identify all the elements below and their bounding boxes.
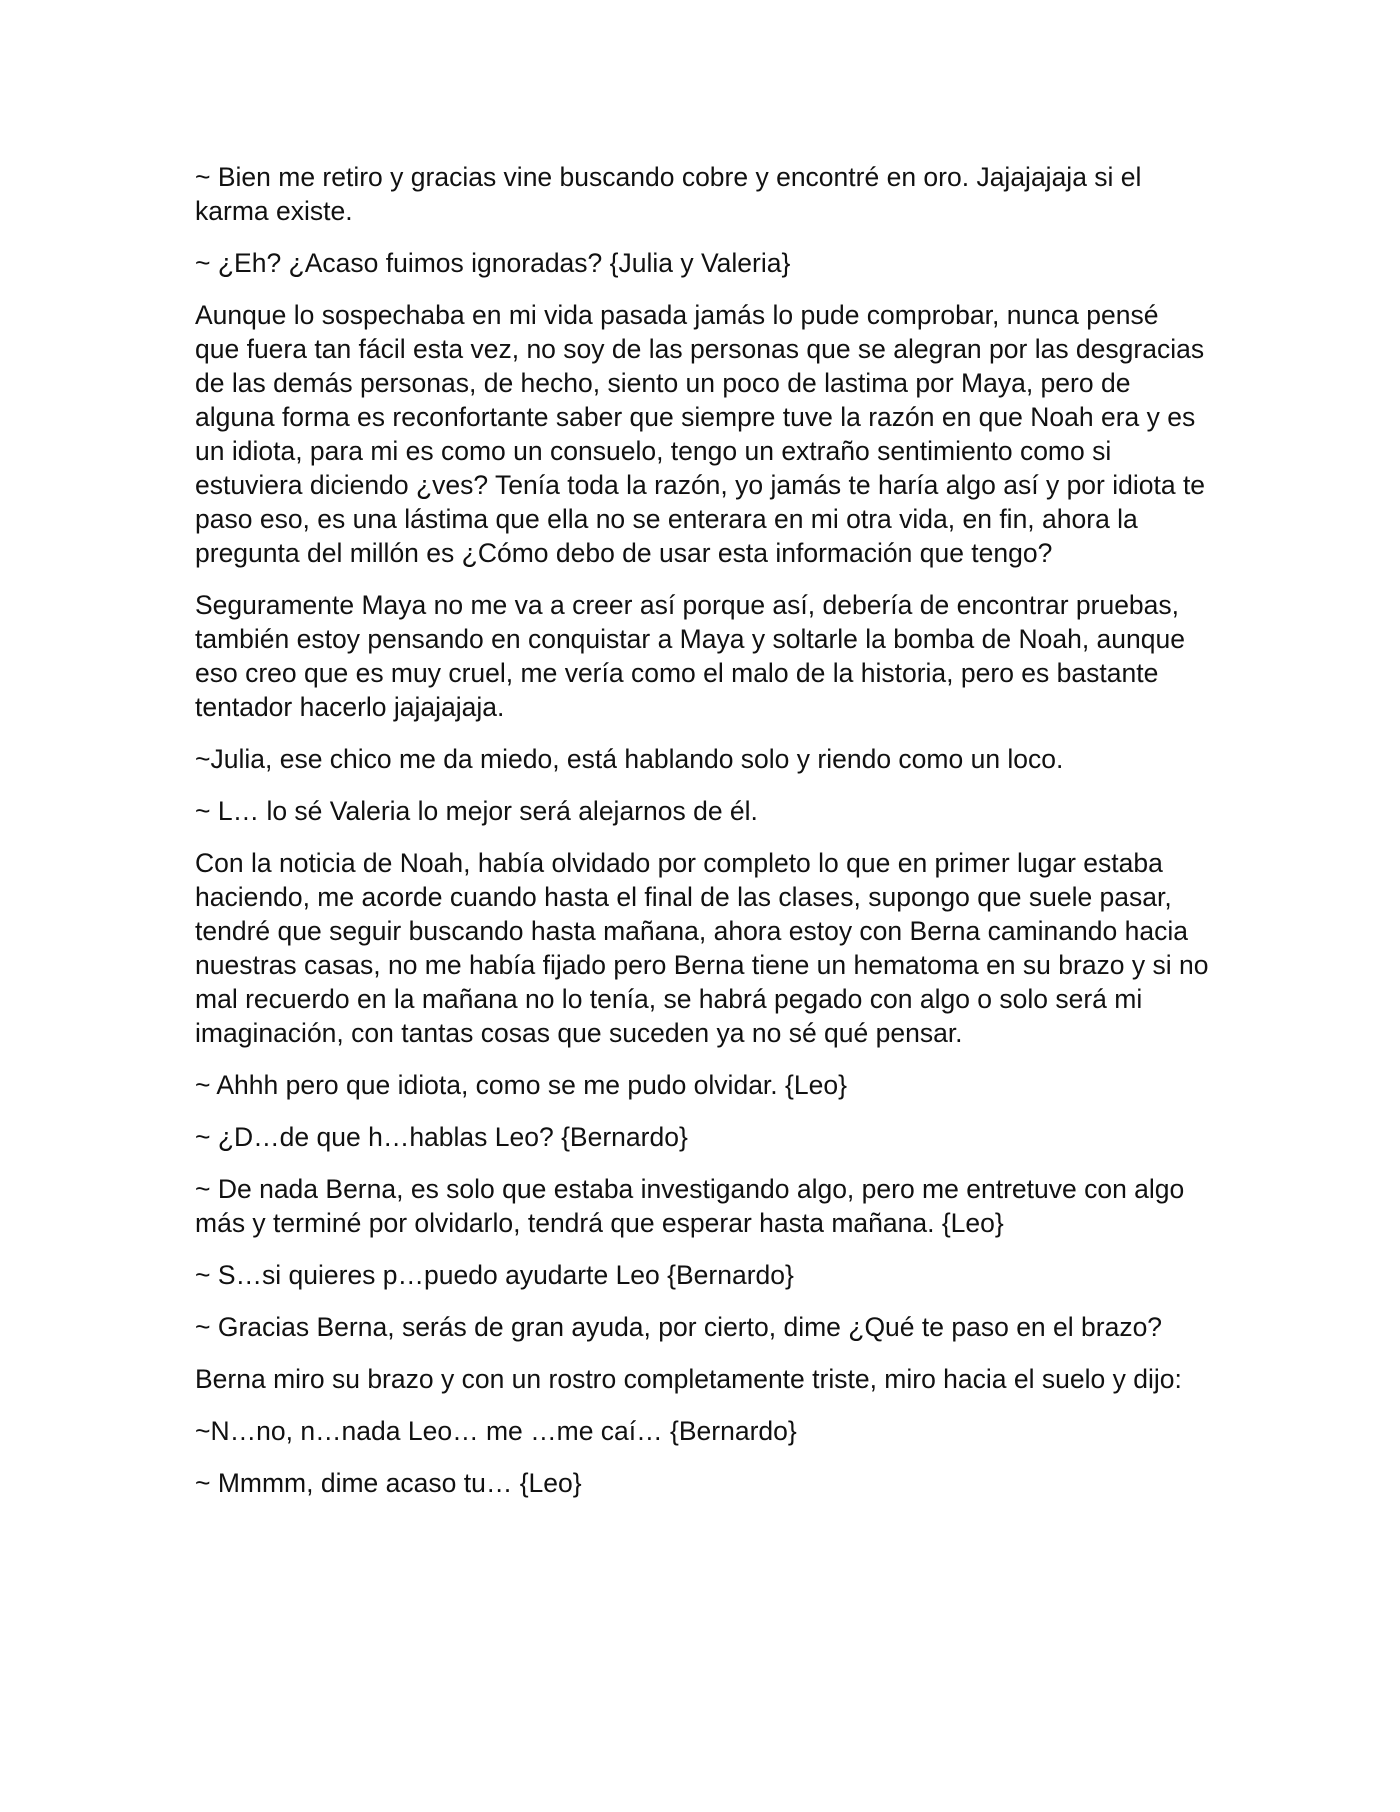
paragraph: ~ L… lo sé Valeria lo mejor será alejarnos de él. bbox=[195, 796, 758, 826]
paragraph: ~ Mmmm, dime acaso tu… {Leo} bbox=[195, 1468, 582, 1498]
paragraph: ~ Ahhh pero que idiota, como se me pudo olvidar. {Leo} bbox=[195, 1070, 847, 1100]
paragraph: Aunque lo sospechaba en mi vida pasada jamás lo pude comprobar, nunca pensé que fuera tan fácil esta vez, no soy de las personas que se alegran por las desgracias de las demás personas, de hecho, siento un poco de lastima por Maya, pero de alguna forma es reconfortante saber que siempre tuve la razón en que Noah era y es un idiota, para mi es como un consuelo, tengo un extraño sentimiento como si estuviera diciendo ¿ves? Tenía toda la razón, yo jamás te haría algo así y por idiota te paso eso, es una lástima que ella no se enterara en mi otra vida, en fin, ahora la pregunta del millón es ¿Cómo debo de usar esta información que tengo? bbox=[195, 300, 1206, 568]
paragraph: ~Julia, ese chico me da miedo, está hablando solo y riendo como un loco. bbox=[195, 744, 1064, 774]
paragraph: Seguramente Maya no me va a creer así porque así, debería de encontrar pruebas, también estoy pensando en conquistar a Maya y soltarle la bomba de Noah, aunque eso creo que es muy cruel, me vería como el malo de la historia, pero es bastante tentador hacerlo jajajajaja. bbox=[195, 590, 1185, 722]
paragraph: ~ Gracias Berna, serás de gran ayuda, por cierto, dime ¿Qué te paso en el brazo? bbox=[195, 1312, 1163, 1342]
paragraph: ~ Bien me retiro y gracias vine buscando cobre y encontré en oro. Jajajajaja si el karma existe. bbox=[195, 162, 1142, 226]
paragraph: ~ De nada Berna, es solo que estaba investigando algo, pero me entretuve con algo más y terminé por olvidarlo, tendrá que esperar hasta mañana. {Leo} bbox=[195, 1174, 1185, 1238]
paragraph: ~ ¿D…de que h…hablas Leo? {Bernardo} bbox=[195, 1122, 688, 1152]
paragraph: ~N…no, n…nada Leo… me …me caí… {Bernardo} bbox=[195, 1416, 797, 1446]
paragraph: ~ S…si quieres p…puedo ayudarte Leo {Bernardo} bbox=[195, 1260, 794, 1290]
paragraph: Con la noticia de Noah, había olvidado por completo lo que en primer lugar estaba haciendo, me acorde cuando hasta el final de las clases, supongo que suele pasar, tendré que seguir buscando hasta mañana, ahora estoy con Berna caminando hacia nuestras casas, no me había fijado pero Berna tiene un hematoma en su brazo y si no mal recuerdo en la mañana no lo tenía, se habrá pegado con algo o solo será mi imaginación, con tantas cosas que suceden ya no sé qué pensar. bbox=[195, 848, 1209, 1048]
paragraph: ~ ¿Eh? ¿Acaso fuimos ignoradas? {Julia y Valeria} bbox=[195, 248, 791, 278]
paragraph: Berna miro su brazo y con un rostro completamente triste, miro hacia el suelo y dijo: bbox=[195, 1364, 1182, 1394]
